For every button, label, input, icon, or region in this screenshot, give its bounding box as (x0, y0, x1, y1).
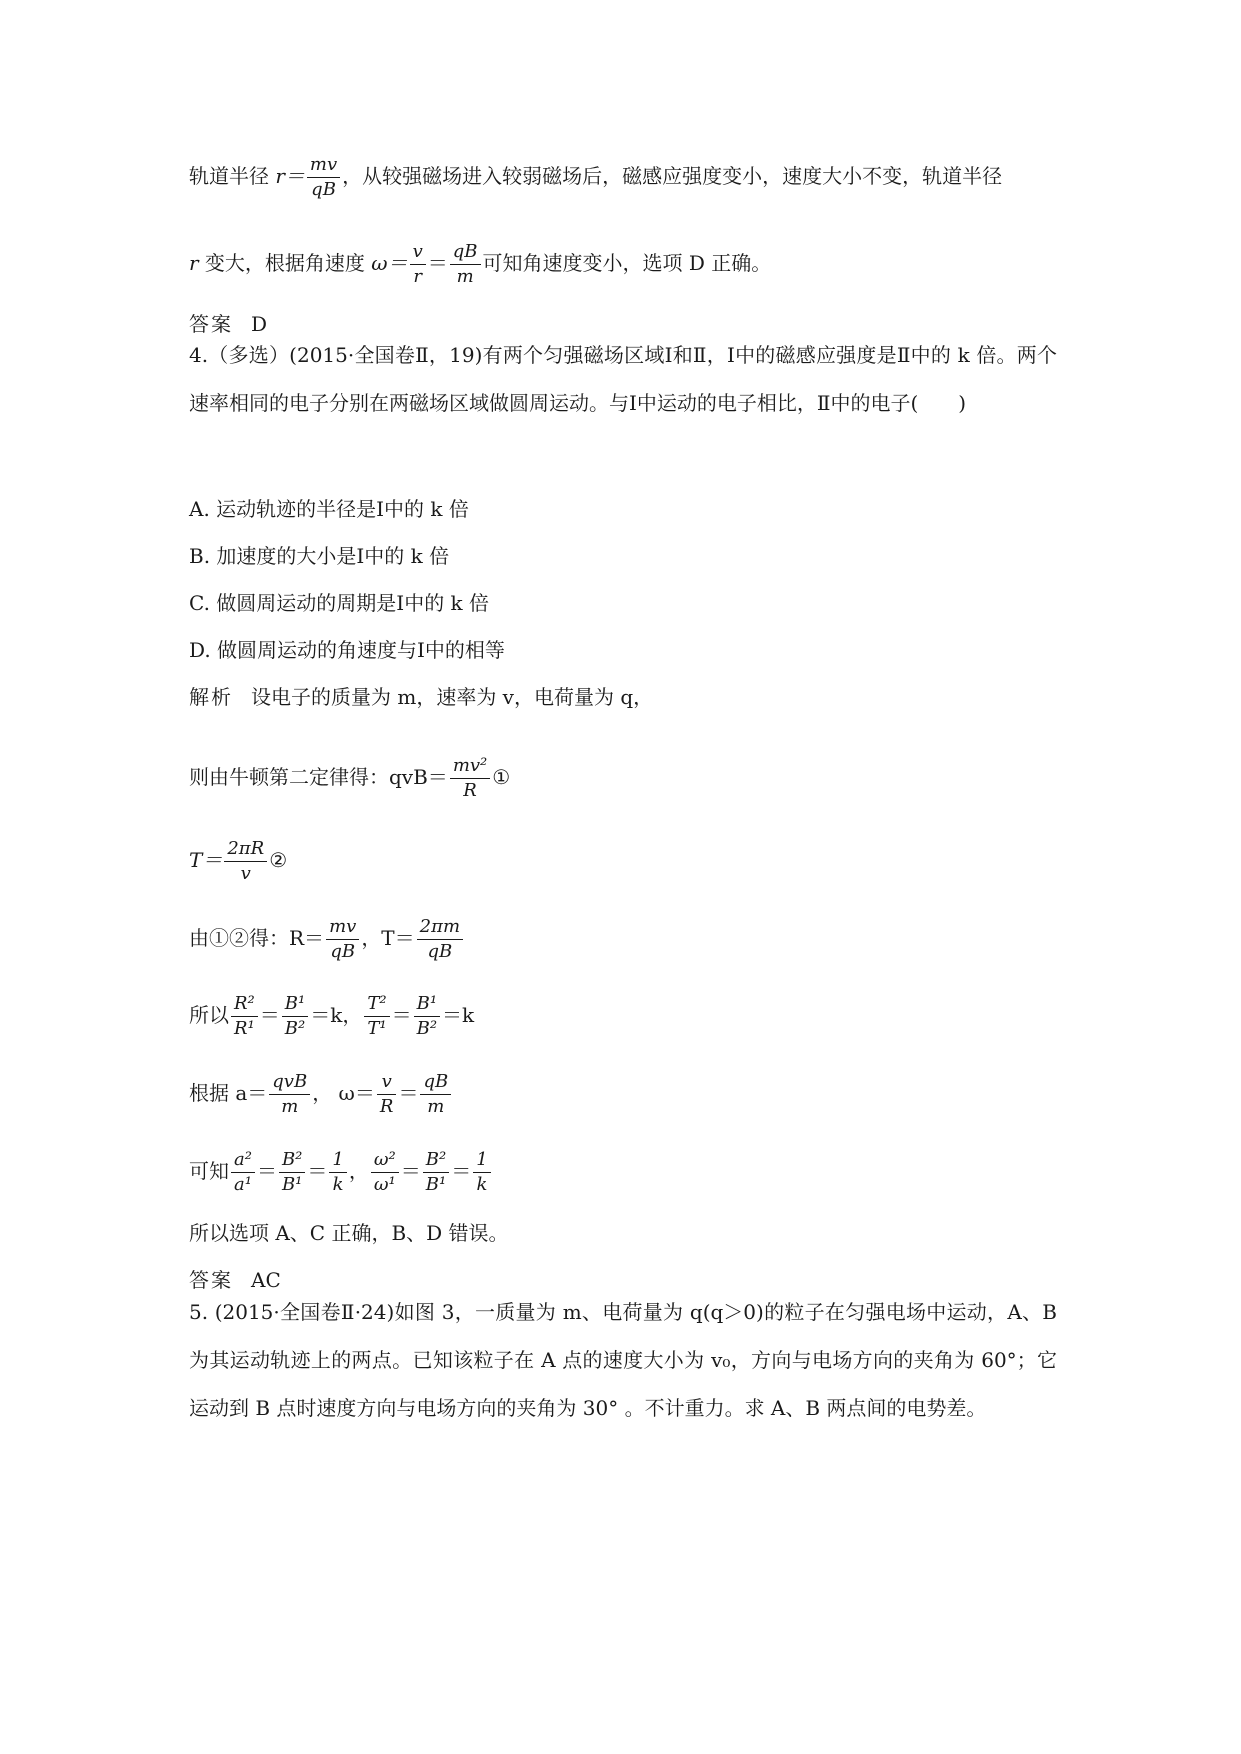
equals: ＝ (451, 1159, 472, 1183)
denominator: qB (311, 179, 336, 200)
fraction (450, 243, 481, 286)
fraction (231, 1151, 255, 1194)
fraction (307, 156, 340, 199)
text: 变大，根据角速度 (198, 251, 372, 275)
variable: r (189, 251, 199, 275)
numerator: 2πR (224, 840, 267, 862)
text: ① (492, 765, 511, 789)
equals: ＝ (427, 251, 448, 275)
numerator: R² (231, 995, 258, 1017)
fraction (420, 1073, 451, 1116)
equals: ＝ (391, 1003, 412, 1027)
denominator: qB (330, 941, 356, 962)
equation-1 (189, 757, 510, 800)
numerator: T² (364, 995, 389, 1017)
text: ② (269, 848, 288, 872)
numerator: mv (307, 156, 340, 178)
text: ＝k (442, 1003, 475, 1027)
denominator: T¹ (367, 1018, 387, 1039)
denominator: R (463, 780, 477, 801)
answer-value: AC (251, 1268, 281, 1292)
numerator: ω² (371, 1151, 399, 1173)
text: T＝ (189, 848, 223, 872)
fraction (224, 840, 267, 883)
fraction (450, 757, 490, 800)
text: 所以 (189, 1003, 229, 1027)
fraction (282, 995, 308, 1038)
answer-value: D (251, 312, 268, 336)
numerator: qB (420, 1073, 451, 1095)
equation-3 (189, 918, 465, 961)
fraction (414, 995, 440, 1038)
fraction (371, 1151, 399, 1194)
numerator: v (410, 243, 426, 265)
text: ， (348, 1159, 369, 1183)
denominator: m (281, 1096, 299, 1117)
fraction (473, 1151, 490, 1194)
fraction (279, 1151, 305, 1194)
denominator: m (456, 266, 474, 287)
fraction (410, 243, 426, 286)
text: ，从较强磁场进入较弱磁场后，磁感应强度变小，速度大小不变，轨道半径 (342, 164, 1003, 188)
text: 根据 a＝ (189, 1081, 268, 1105)
denominator: R¹ (234, 1018, 255, 1039)
equation-5 (189, 1073, 453, 1116)
question-4: 4.（多选）(2015·全国卷Ⅱ，19)有两个匀强磁场区域Ⅰ和Ⅱ，Ⅰ中的磁感应强度是Ⅱ中的 k 倍。两个速率相同的电子分别在两磁场区域做圆周运动。与Ⅰ中运动的电子相比，Ⅱ中的电子( ) (189, 343, 1057, 415)
fraction (417, 918, 463, 961)
denominator: B² (416, 1018, 438, 1039)
solution-label: 解析 (189, 685, 233, 709)
numerator: 2πm (417, 918, 463, 940)
denominator: B² (284, 1018, 306, 1039)
text: 轨道半径 (189, 164, 276, 188)
text: 则由牛顿第二定律得：qvB＝ (189, 765, 448, 789)
option-d: D. 做圆周运动的角速度与Ⅰ中的相等 (189, 638, 505, 662)
numerator: B¹ (414, 995, 440, 1017)
question-5: 5. (2015·全国卷Ⅱ·24)如图 3，一质量为 m、电荷量为 q(q＞0)的粒子在匀强电场中运动，A、B 为其运动轨迹上的两点。已知该粒子在 A 点的速度大小为 v₀，方向与电场方向的夹角为 60°；它运动到 B 点时速度方向与电场方向的夹角为 30° 。不计重力。求 A、B 两点间的电势差。 (189, 1300, 1057, 1420)
numerator: a² (231, 1151, 255, 1173)
numerator: B¹ (282, 995, 308, 1017)
text: ， ω＝ (312, 1081, 375, 1105)
denominator: k (332, 1174, 344, 1195)
equation-2 (189, 840, 287, 883)
denominator: R (379, 1096, 394, 1117)
numerator: 1 (329, 1151, 346, 1173)
numerator: mv² (450, 757, 490, 779)
equals: ＝ (400, 1159, 421, 1183)
fraction (364, 995, 389, 1038)
denominator: B¹ (281, 1174, 303, 1195)
fraction (326, 918, 359, 961)
solution4-intro (189, 683, 653, 711)
denominator: a¹ (234, 1174, 252, 1195)
solution4-conclusion: 所以选项 A、C 正确，B、D 错误。 (189, 1221, 509, 1245)
answer-label: 答案 (189, 1268, 233, 1292)
denominator: r (413, 266, 422, 287)
equation-6 (189, 1151, 493, 1194)
denominator: v (240, 863, 251, 884)
fraction (423, 1151, 449, 1194)
answer-label: 答案 (189, 312, 233, 336)
equals: ＝ (256, 1159, 277, 1183)
option-b: B. 加速度的大小是Ⅰ中的 k 倍 (189, 544, 450, 568)
numerator: qvB (269, 1073, 310, 1095)
text: ＝k， (310, 1003, 363, 1027)
equation-4 (189, 995, 474, 1038)
denominator: ω¹ (373, 1174, 396, 1195)
equals: ＝ (259, 1003, 280, 1027)
fraction (329, 1151, 346, 1194)
text: 可知角速度变小，选项 D 正确。 (482, 251, 772, 275)
formula-text: r＝ (275, 164, 305, 188)
text: 可知 (189, 1159, 229, 1183)
fraction (231, 995, 258, 1038)
option-a: A. 运动轨迹的半径是Ⅰ中的 k 倍 (189, 497, 469, 521)
numerator: 1 (473, 1151, 490, 1173)
text: 设电子的质量为 m，速率为 v，电荷量为 q， (251, 685, 654, 709)
option-c: C. 做圆周运动的周期是Ⅰ中的 k 倍 (189, 591, 490, 615)
equals: ＝ (307, 1159, 328, 1183)
text: ，T＝ (361, 926, 415, 950)
solution3-line2 (189, 243, 771, 286)
numerator: mv (326, 918, 359, 940)
text: 由①②得：R＝ (189, 926, 325, 950)
denominator: B¹ (425, 1174, 447, 1195)
numerator: qB (450, 243, 481, 265)
numerator: v (377, 1073, 397, 1095)
denominator: m (427, 1096, 445, 1117)
formula-text: ω＝ (371, 251, 408, 275)
fraction (269, 1073, 310, 1116)
fraction (377, 1073, 397, 1116)
solution3-line1 (189, 156, 1002, 199)
numerator: B² (423, 1151, 449, 1173)
denominator: qB (427, 941, 453, 962)
denominator: k (476, 1174, 488, 1195)
equals: ＝ (398, 1081, 419, 1105)
numerator: B² (279, 1151, 305, 1173)
